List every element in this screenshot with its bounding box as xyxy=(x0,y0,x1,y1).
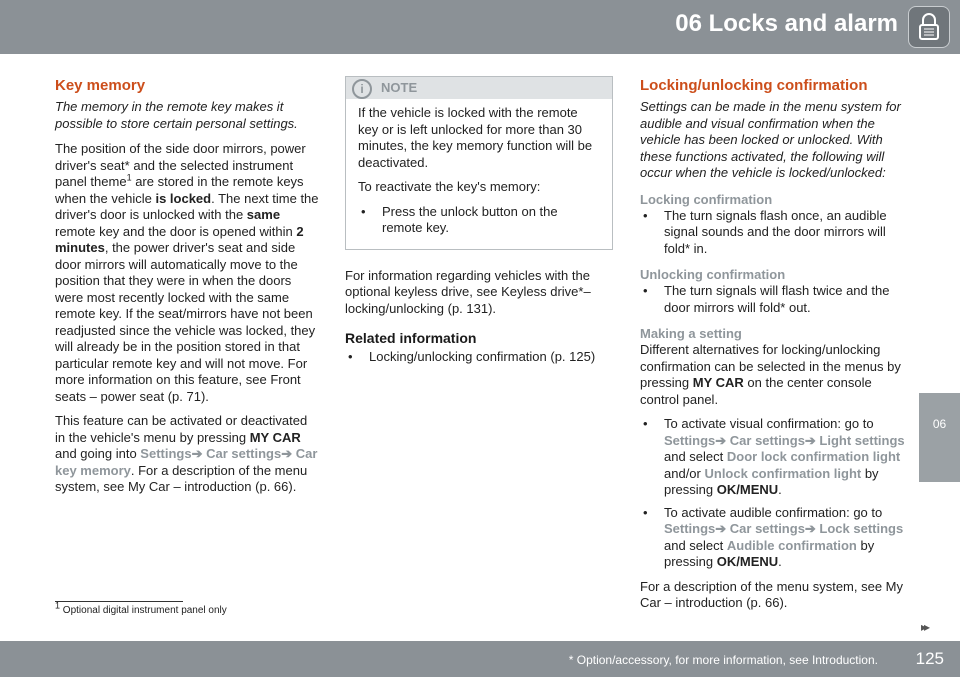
key-memory-section xyxy=(55,76,320,504)
note-title: NOTE xyxy=(381,80,418,95)
note-column xyxy=(345,76,613,374)
note-header xyxy=(346,77,612,99)
footer-note: * Option/accessory, for more information, see Introduction. xyxy=(568,653,878,667)
visual-confirmation-item: • To activate visual confirmation: go to Settings➔ Car settings➔ Light settings and select Door lock confirmation light and/or Unlock confirmation light by pressing OK/MENU. xyxy=(640,416,905,499)
page-header xyxy=(0,0,960,54)
footnote: $^1$ Optional digital instrument panel only xyxy=(55,600,227,616)
next-page-arrow-icon[interactable]: ▸▸ xyxy=(921,620,928,634)
related-info-heading: Related information xyxy=(345,330,477,346)
chapter-title: 06 Locks and alarm xyxy=(675,10,898,37)
making-setting-heading: Making a setting xyxy=(640,326,742,341)
key-memory-paragraph-2: This feature can be activated or deactivated in the vehicle's menu by pressing MY CAR and going into Settings➔ Car settings➔ Car key memory. For a description of the menu system, see My Car – introduction (p. 66). xyxy=(55,413,318,494)
confirmation-section xyxy=(640,76,905,620)
locking-confirmation-heading: Locking confirmation xyxy=(640,191,773,207)
unlocking-confirmation-item: • The turn signals will flash twice and the door mirrors will fold* out. xyxy=(640,283,905,316)
key-memory-paragraph-1: The position of the side door mirrors, power driver's seat* and the selected instrument panel theme$^1$ are stored in the remote keys when the vehicle is locked. The next time the driver's door is unlocked with the same remote key and the door is opened within 2 minutes, the power driver's seat and side door mirrors will automatically move to the position that they were in when the doors were most recently locked with the same remote key. If the seat/mirrors have not been readjusted since the vehicle was locked, they will already be in the position stored in that particular remote key and will not move. For more information on this feature, see Front seats – power seat (p. 71). xyxy=(55,141,319,404)
note-body: If the vehicle is locked with the remote key or is left unlocked for more than 30 minutes, the key memory function will be deactivated. xyxy=(358,105,593,170)
note-box xyxy=(345,76,613,250)
key-memory-heading: Key memory xyxy=(55,77,146,94)
footnote-divider xyxy=(55,601,183,602)
chapter-tab: 06 xyxy=(919,393,960,482)
page-number: 125 xyxy=(915,649,944,668)
key-memory-intro: The memory in the remote key makes it possible to store certain personal settings. xyxy=(55,99,298,131)
note-reactivate: To reactivate the key's memory: xyxy=(358,179,541,194)
audible-confirmation-item: • To activate audible confirmation: go to Settings➔ Car settings➔ Lock settings and select Audible confirmation by pressing OK/MENU. xyxy=(640,505,905,571)
unlocking-confirmation-heading: Unlocking confirmation xyxy=(640,267,786,282)
page-footer xyxy=(0,641,960,677)
note-bullet: • Press the unlock button on the remote key. xyxy=(358,204,600,237)
keyless-paragraph: For information regarding vehicles with the optional keyless drive, see Keyless drive*– locking/unlocking (p. 131). xyxy=(345,267,591,316)
lock-icon xyxy=(908,6,950,48)
making-setting-paragraph: Different alternatives for locking/unlocking confirmation can be selected in the menus by pressing MY CAR on the center console control panel. xyxy=(640,342,901,407)
confirmation-intro: Settings can be made in the menu system for audible and visual confirmation when the vehicle has been locked or unlocked. With these functions activated, the following will occur when the vehicle is locked/unlocked: xyxy=(640,99,901,180)
info-icon: i xyxy=(352,79,372,99)
locking-confirmation-item: • The turn signals flash once, an audible signal sounds and the door mirrors will fold* in. xyxy=(640,208,905,258)
confirmation-heading: Locking/unlocking confirmation xyxy=(640,77,868,94)
menu-path: Settings➔ Car settings➔ Car key memory xyxy=(55,446,318,478)
related-info-link[interactable]: • Locking/unlocking confirmation (p. 125) xyxy=(345,349,613,366)
menu-description-paragraph: For a description of the menu system, see My Car – introduction (p. 66). xyxy=(640,578,903,610)
